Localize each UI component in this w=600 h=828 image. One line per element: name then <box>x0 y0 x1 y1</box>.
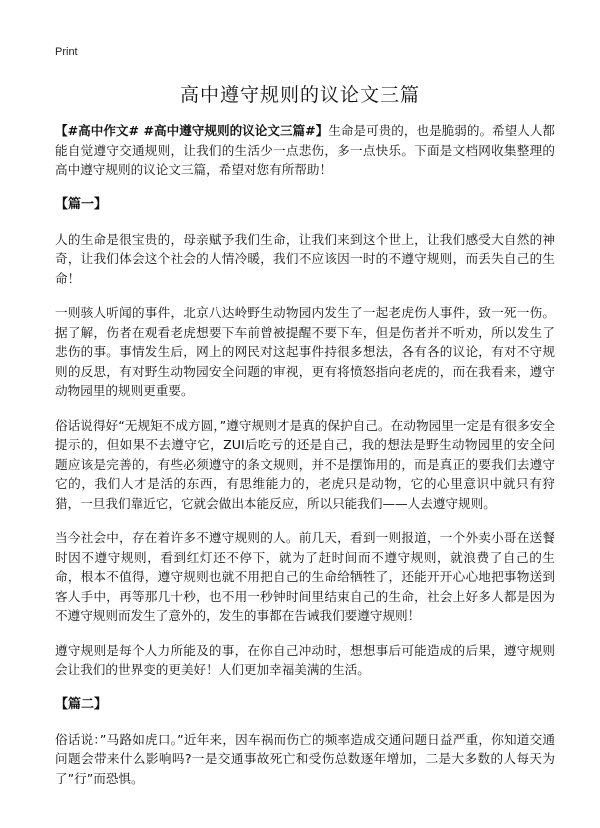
print-label: Print <box>55 46 78 58</box>
article-body <box>55 121 555 803</box>
paragraph: 一则骇人听闻的事件，北京八达岭野生动物园内发生了一起老虎伤人事件，致一死一伤。据了解，伤者在观看老虎想要下车前曾被提醒不要下车，但是伤者并不听劝，所以发生了悲伤的事。事情发生后，网上的网民对这起事件持很多想法，各有各的议论，有对不守规则的反思，有对野生动物园安全问题的审视，更有将愤怒指向老虎的，而在我看来，遵守动物园里的规则更重要。 <box>55 305 555 398</box>
paragraph: 遵守规则是每个人力所能及的事，在你自己冲动时，想想事后可能造成的后果，遵守规则会让我们的世界变的更美好！人们更加幸福美满的生活。 <box>55 642 555 677</box>
paragraph: 俗话说得好“无规矩不成方圆，”遵守规则才是真的保护自己。在动物园里一定是有很多安全提示的，但如果不去遵守它，ZUI后吃亏的还是自己，我的想法是野生动物园里的安全问题应该是完善的，有些必须遵守的条文规则，并不是摆饰用的，而是真正的要我们去遵守它的，我们人才是活的东西，有思维能力的，老虎只是动物，它的心里意识中就只有狩猎，一旦我们靠近它，它就会做出本能反应，所以只能我们——人去遵守规则。 <box>55 417 555 511</box>
paragraph: 人的生命是很宝贵的，母亲赋予我们生命，让我们来到这个世上，让我们感受大自然的神奇，让我们体会这个社会的人情冷暖，我们不应该因一时的不遵守规则，而丢失自己的生命！ <box>55 231 555 286</box>
intro-text: 生命是可贵的，也是脆弱的。希望人人都能自觉遵守交通规则，让我们的生活少一点悲伤，多一点快乐。下面是文档网收集整理的高中遵守规则的议论文三篇，希望对您有所帮助！ <box>55 123 556 177</box>
paragraph: 当今社会中，存在着许多不遵守规则的人。前几天，看到一则报道，一个外卖小哥在送餐时因不遵守规则，看到红灯还不停下，就为了赶时间而不遵守规则，就浪费了自己的生命，根本不值得，遵守规则也就不用把自己的生命给牺牲了，还能开开心心地把事物送到客人手中，再等那几十秒，也不用一秒钟时间里结束自己的生命，社会上好多人都是因为不遵守规则而发生了意外的，发生的事都在告诫我们要遵守规则！ <box>55 530 555 623</box>
page-title: 高中遵守规则的议论文三篇 <box>179 84 420 106</box>
intro-paragraph <box>55 121 555 180</box>
intro-tag: 【#高中作文# #高中遵守规则的议论文三篇#】 <box>55 123 329 138</box>
section-heading-2: 【篇二】 <box>55 696 108 712</box>
section-heading-1: 【篇一】 <box>55 196 108 212</box>
paragraph: 俗话说：”马路如虎口。”近年来，因车祸而伤亡的频率造成交通问题日益严重，你知道交通问题会带来什么影响吗?一是交通事故死亡和受伤总数逐年增加，二是大多数的人每天为了”行”而恐惧。 <box>55 731 555 786</box>
